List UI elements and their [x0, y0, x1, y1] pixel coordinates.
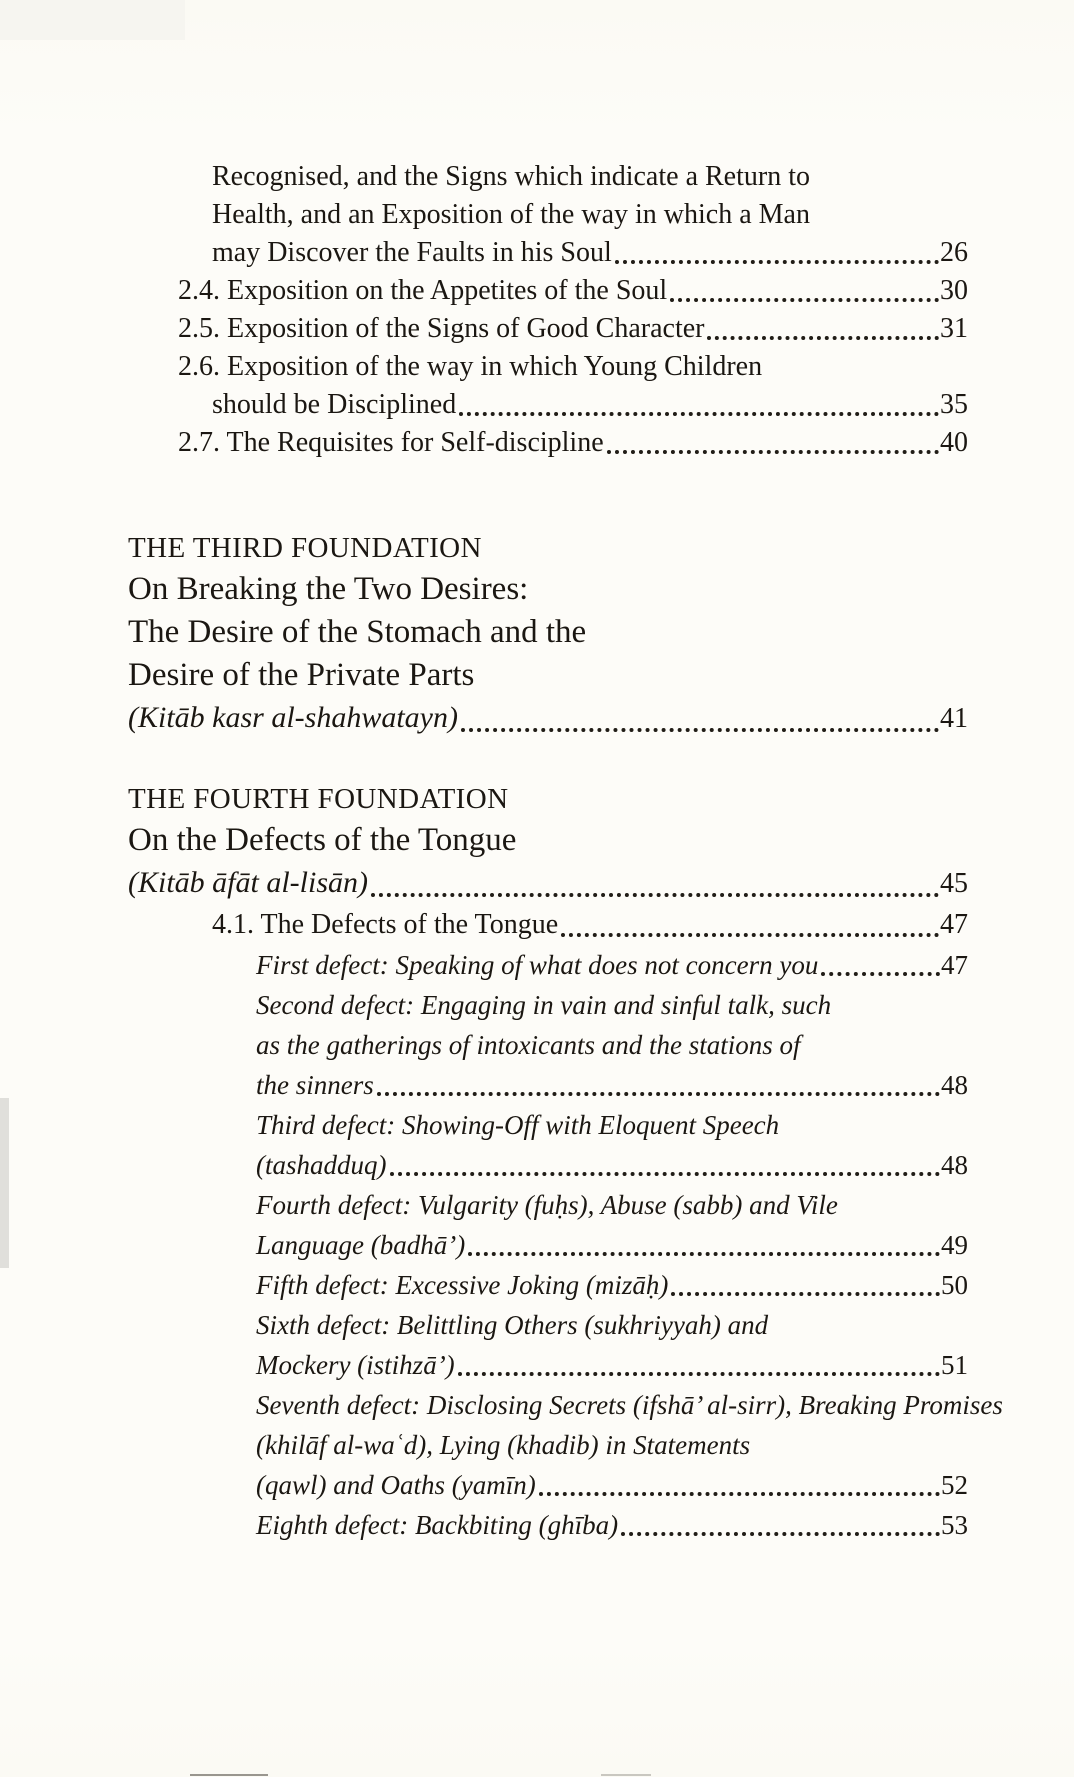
toc-page-number: 53: [941, 1510, 968, 1540]
toc-entry: [128, 1185, 968, 1225]
dot-leader: [390, 1172, 941, 1176]
dot-leader: [670, 298, 939, 302]
toc-page-number: 30: [940, 275, 968, 306]
toc-entry: [128, 158, 968, 196]
toc-entry: [128, 1225, 968, 1265]
section-heading: [128, 528, 968, 568]
toc-page-number: 45: [940, 868, 968, 899]
toc-entry-text: Health, and an Exposition of the way in which a Man: [212, 199, 810, 230]
section-heading-text: THE FOURTH FOUNDATION: [128, 783, 509, 815]
toc-entry: [128, 945, 968, 985]
toc-page-number: 48: [941, 1150, 968, 1180]
toc-entry-text: 2.4. Exposition on the Appetites of the Soul: [178, 275, 668, 306]
toc-entry: [128, 1465, 968, 1505]
toc-entry-text: should be Disciplined: [212, 389, 457, 420]
scan-artifact: [0, 0, 185, 40]
toc-page-number: 52: [941, 1470, 968, 1500]
toc-entry-text: Third defect: Showing-Off with Eloquent Speech: [256, 1110, 780, 1140]
toc-entry: [128, 1065, 968, 1105]
toc-entry-text: Eighth defect: Backbiting (ghība): [256, 1510, 619, 1540]
toc-page-number: 48: [941, 1070, 968, 1100]
section-title-text: The Desire of the Stomach and the: [128, 614, 587, 650]
toc-entry-text: the sinners: [256, 1070, 374, 1100]
toc-entry-text: (qawl) and Oaths (yamīn): [256, 1470, 536, 1500]
toc-entry: [128, 862, 968, 905]
toc-entry-text: Recognised, and the Signs which indicate a Return to: [212, 161, 810, 192]
toc-entry: [128, 697, 968, 740]
scan-artifact: [190, 1774, 268, 1776]
toc-entry: [128, 1105, 968, 1145]
toc-entry-text: Mockery (istihzā’): [256, 1350, 455, 1380]
toc-entry-text: (khilāf al-waʿd), Lying (khadib) in Statements: [256, 1430, 751, 1460]
toc-entry: [128, 348, 968, 386]
dot-leader: [371, 893, 939, 897]
toc-entry-text: Seventh defect: Disclosing Secrets (ifshā’ al-sirr), Breaking Promises: [256, 1390, 1003, 1420]
toc-entry: [128, 1505, 968, 1545]
section-title: [128, 819, 968, 862]
dot-leader: [461, 728, 939, 732]
dot-leader: [459, 412, 939, 416]
toc-entry-text: First defect: Speaking of what does not concern you: [256, 950, 819, 980]
dot-leader: [377, 1092, 940, 1096]
scan-artifact: [0, 1098, 9, 1268]
toc-entry: [128, 272, 968, 310]
dot-leader: [671, 1292, 940, 1296]
table-of-contents: [128, 158, 1003, 1545]
dot-leader: [615, 260, 939, 264]
toc-entry: [128, 386, 968, 424]
toc-entry: [128, 1425, 968, 1465]
toc-entry: [128, 905, 968, 945]
dot-leader: [821, 972, 940, 976]
section-title-text: On the Defects of the Tongue: [128, 822, 517, 858]
toc-entry-text: Fifth defect: Excessive Joking (mizāḥ): [256, 1270, 669, 1300]
dot-leader: [607, 450, 939, 454]
toc-page-number: 35: [940, 389, 968, 420]
toc-entry: [128, 1305, 968, 1345]
toc-entry-text: 2.6. Exposition of the way in which Young Children: [178, 351, 763, 382]
section-title-text: On Breaking the Two Desires:: [128, 571, 529, 607]
toc-page-number: 49: [941, 1230, 968, 1260]
toc-entry: [128, 1145, 968, 1185]
section-title: [128, 611, 968, 654]
toc-page-number: 47: [940, 909, 968, 940]
toc-entry: [128, 985, 968, 1025]
section-title-text: Desire of the Private Parts: [128, 657, 475, 693]
section-title: [128, 654, 968, 697]
dot-leader: [707, 336, 939, 340]
section-title: [128, 568, 968, 611]
toc-page-number: 41: [940, 703, 968, 734]
dot-leader: [468, 1252, 940, 1256]
dot-leader: [621, 1532, 940, 1536]
toc-entry-text: as the gatherings of intoxicants and the stations of: [256, 1030, 801, 1060]
toc-entry-text: Fourth defect: Vulgarity (fuḥs), Abuse (sabb) and Vile: [256, 1190, 838, 1220]
toc-page-number: 51: [941, 1350, 968, 1380]
toc-entry: [128, 1025, 968, 1065]
toc-page-number: 50: [941, 1270, 968, 1300]
toc-entry-text: 2.7. The Requisites for Self-discipline: [178, 427, 604, 458]
toc-entry-text: Sixth defect: Belittling Others (sukhriyyah) and: [256, 1310, 769, 1340]
dot-leader: [539, 1492, 940, 1496]
toc-entry-text: 2.5. Exposition of the Signs of Good Character: [178, 313, 705, 344]
toc-page-number: 31: [940, 313, 968, 344]
toc-page-number: 26: [940, 237, 968, 268]
toc-entry-text: Language (badhā’): [256, 1230, 466, 1260]
toc-entry-text: 4.1. The Defects of the Tongue: [212, 909, 559, 940]
toc-page-number: 40: [940, 427, 968, 458]
toc-entry: [128, 424, 968, 462]
toc-page-number: 47: [941, 950, 968, 980]
toc-entry: [128, 1345, 968, 1385]
toc-entry-text: (tashadduq): [256, 1150, 387, 1180]
toc-entry-text: may Discover the Faults in his Soul: [212, 237, 612, 268]
toc-entry: [128, 1385, 1003, 1425]
dot-leader: [561, 933, 939, 937]
scan-artifact: [601, 1774, 651, 1776]
section-heading: [128, 779, 968, 819]
toc-entry: [128, 310, 968, 348]
dot-leader: [458, 1372, 940, 1376]
arabic-title-text: (Kitāb āfāt al-lisān): [128, 866, 368, 899]
toc-entry: [128, 196, 968, 234]
arabic-title-text: (Kitāb kasr al-shahwatayn): [128, 701, 458, 734]
toc-entry: [128, 1265, 968, 1305]
toc-entry: [128, 234, 968, 272]
toc-entry-text: Second defect: Engaging in vain and sinful talk, such: [256, 990, 832, 1020]
section-heading-text: THE THIRD FOUNDATION: [128, 532, 482, 564]
